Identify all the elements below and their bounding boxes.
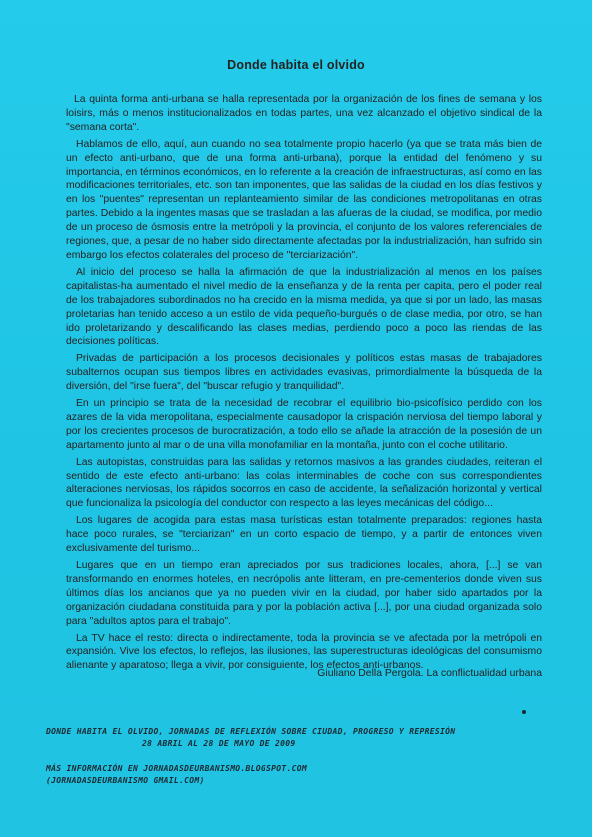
paragraph: Al inicio del proceso se halla la afirmación de que la industrialización al menos en los países capitalistas-ha aumentado el nivel medio de la enseñanza y de la renta per capita, pero el poder real de los trabajadores subordinados no ha crecido en la misma medida, ya que si por un lado, las masas proletarias han tenido acceso a un estilo de vida pequeño-burgués o de clase media, por otro, se han ido proletarizando y descalificando las clases medias, perdiendo poco a poco las riendas de las decisiones políticas. [66, 266, 542, 348]
footer-dates: 28 ABRIL AL 28 DE MAYO DE 2009 [142, 739, 296, 748]
paragraph: La quinta forma anti-urbana se halla representada por la organización de los fines de semana y los loisirs, más o menos institucionalizados en todas partes, una vez alcanzado el objetivo sindical de la "semana corta". [66, 94, 542, 133]
paragraph: Las autopistas, construidas para las salidas y retornos masivos a las grandes ciudades, reiteran el sentido de este efecto anti-urbano: las colas interminables de coche con sus correspondientes alteraciones nerviosas, los rápidos socorros en caso de accidente, la señalización horizontal y vertical que funcionaliza la psicología del conductor con respecto a las leyes mecánicas del código... [66, 456, 542, 510]
footer-info-link: MÁS INFORMACIÓN EN JORNADASDEURBANISMO.BLOGSPOT.COM [46, 764, 307, 773]
footer-event-title: DONDE HABITA EL OLVIDO, JORNADAS DE REFLEXIÓN SOBRE CIUDAD, PROGRESO Y REPRESIÓN [46, 727, 456, 736]
paragraph: En un principio se trata de la necesidad de recobrar el equilibrio bio-psicofísico perdido con los azares de la vida meropolitana, especialmente causadopor la crispación nerviosa del tiempo laboral y por los crecientes procesos de burocratización, a todo ello se añade la atracción de la posesión de un apartamento junto al mar o de una villa monofamiliar en la montaña, junto con el coche utilitario. [66, 398, 542, 451]
document-body [66, 93, 542, 676]
ink-dot [522, 710, 526, 714]
paragraph: La TV hace el resto: directa o indirectamente, toda la provincia se ve afectada por la metrópoli en expansión. Vive los efectos, lo reflejos, las ilusiones, las superestructuras ideológicas del consumismo alienante y aparatoso; llega a vivir, por consiguiente, los efectos anti-urbanos. [66, 632, 542, 672]
paragraph: Privadas de participación a los procesos decisionales y políticos estas masas de trabajadores subalternos ocupan sus tiempos libres en actividades evasivas, primordialmente la búsqueda de la diversión, del "irse fuera", del "buscar refugio y tranquilidad". [66, 353, 542, 393]
paragraph: Hablamos de ello, aquí, aun cuando no sea totalmente propio hacerlo (ya que se trata más bien de un efecto anti-urbano, que de una forma anti-urbana), porque la entidad del fenómeno y su importancia, en términos económicos, en lo referente a la creación de infraestructuras, así como en las modificaciones territoriales, etc. son tan imponentes, que las salidas de la ciudad en los días festivos y en los "puentes" representan un replanteamiento similar de las condiciones metropolitanas en otras partes. Debido a la ingentes masas que se trasladan a las afueras de la ciudad, se modifica, por medio de un proceso de ósmosis entre la metrópoli y la provincia, el conjunto de los valores referenciales de regiones, que, a pesar de no haber sido directamente afectadas por la industrialización, han sufrido sin embargo los efectos colaterales del proceso de "terciarización". [66, 138, 542, 261]
paragraph: Lugares que en un tiempo eran apreciados por sus tradiciones locales, ahora, [...] se van transformando en enormes hoteles, en necrópolis ante litteram, en pre-cementerios donde viven sus últimos días los ancianos que ya no pueden vivir en la ciudad, por haber sido apartados por la organización ciudadana constituida para y por la población activa [...], por una ciudad organizada solo para "adultos aptos para el trabajo". [66, 560, 542, 627]
footer-email: (JORNADASDEURBANISMO GMAIL.COM) [46, 776, 205, 785]
signature: Giuliano Della Pergola. La conflictualidad urbana [317, 668, 542, 679]
document-title: Donde habita el olvido [227, 58, 365, 72]
paragraph: Los lugares de acogida para estas masa turísticas estan totalmente preparados: regiones hasta hace poco rurales, se "terciarizan" en un corto espacio de tiempo, y a partir de entonces viven exclusivamente del turismo... [66, 515, 542, 555]
